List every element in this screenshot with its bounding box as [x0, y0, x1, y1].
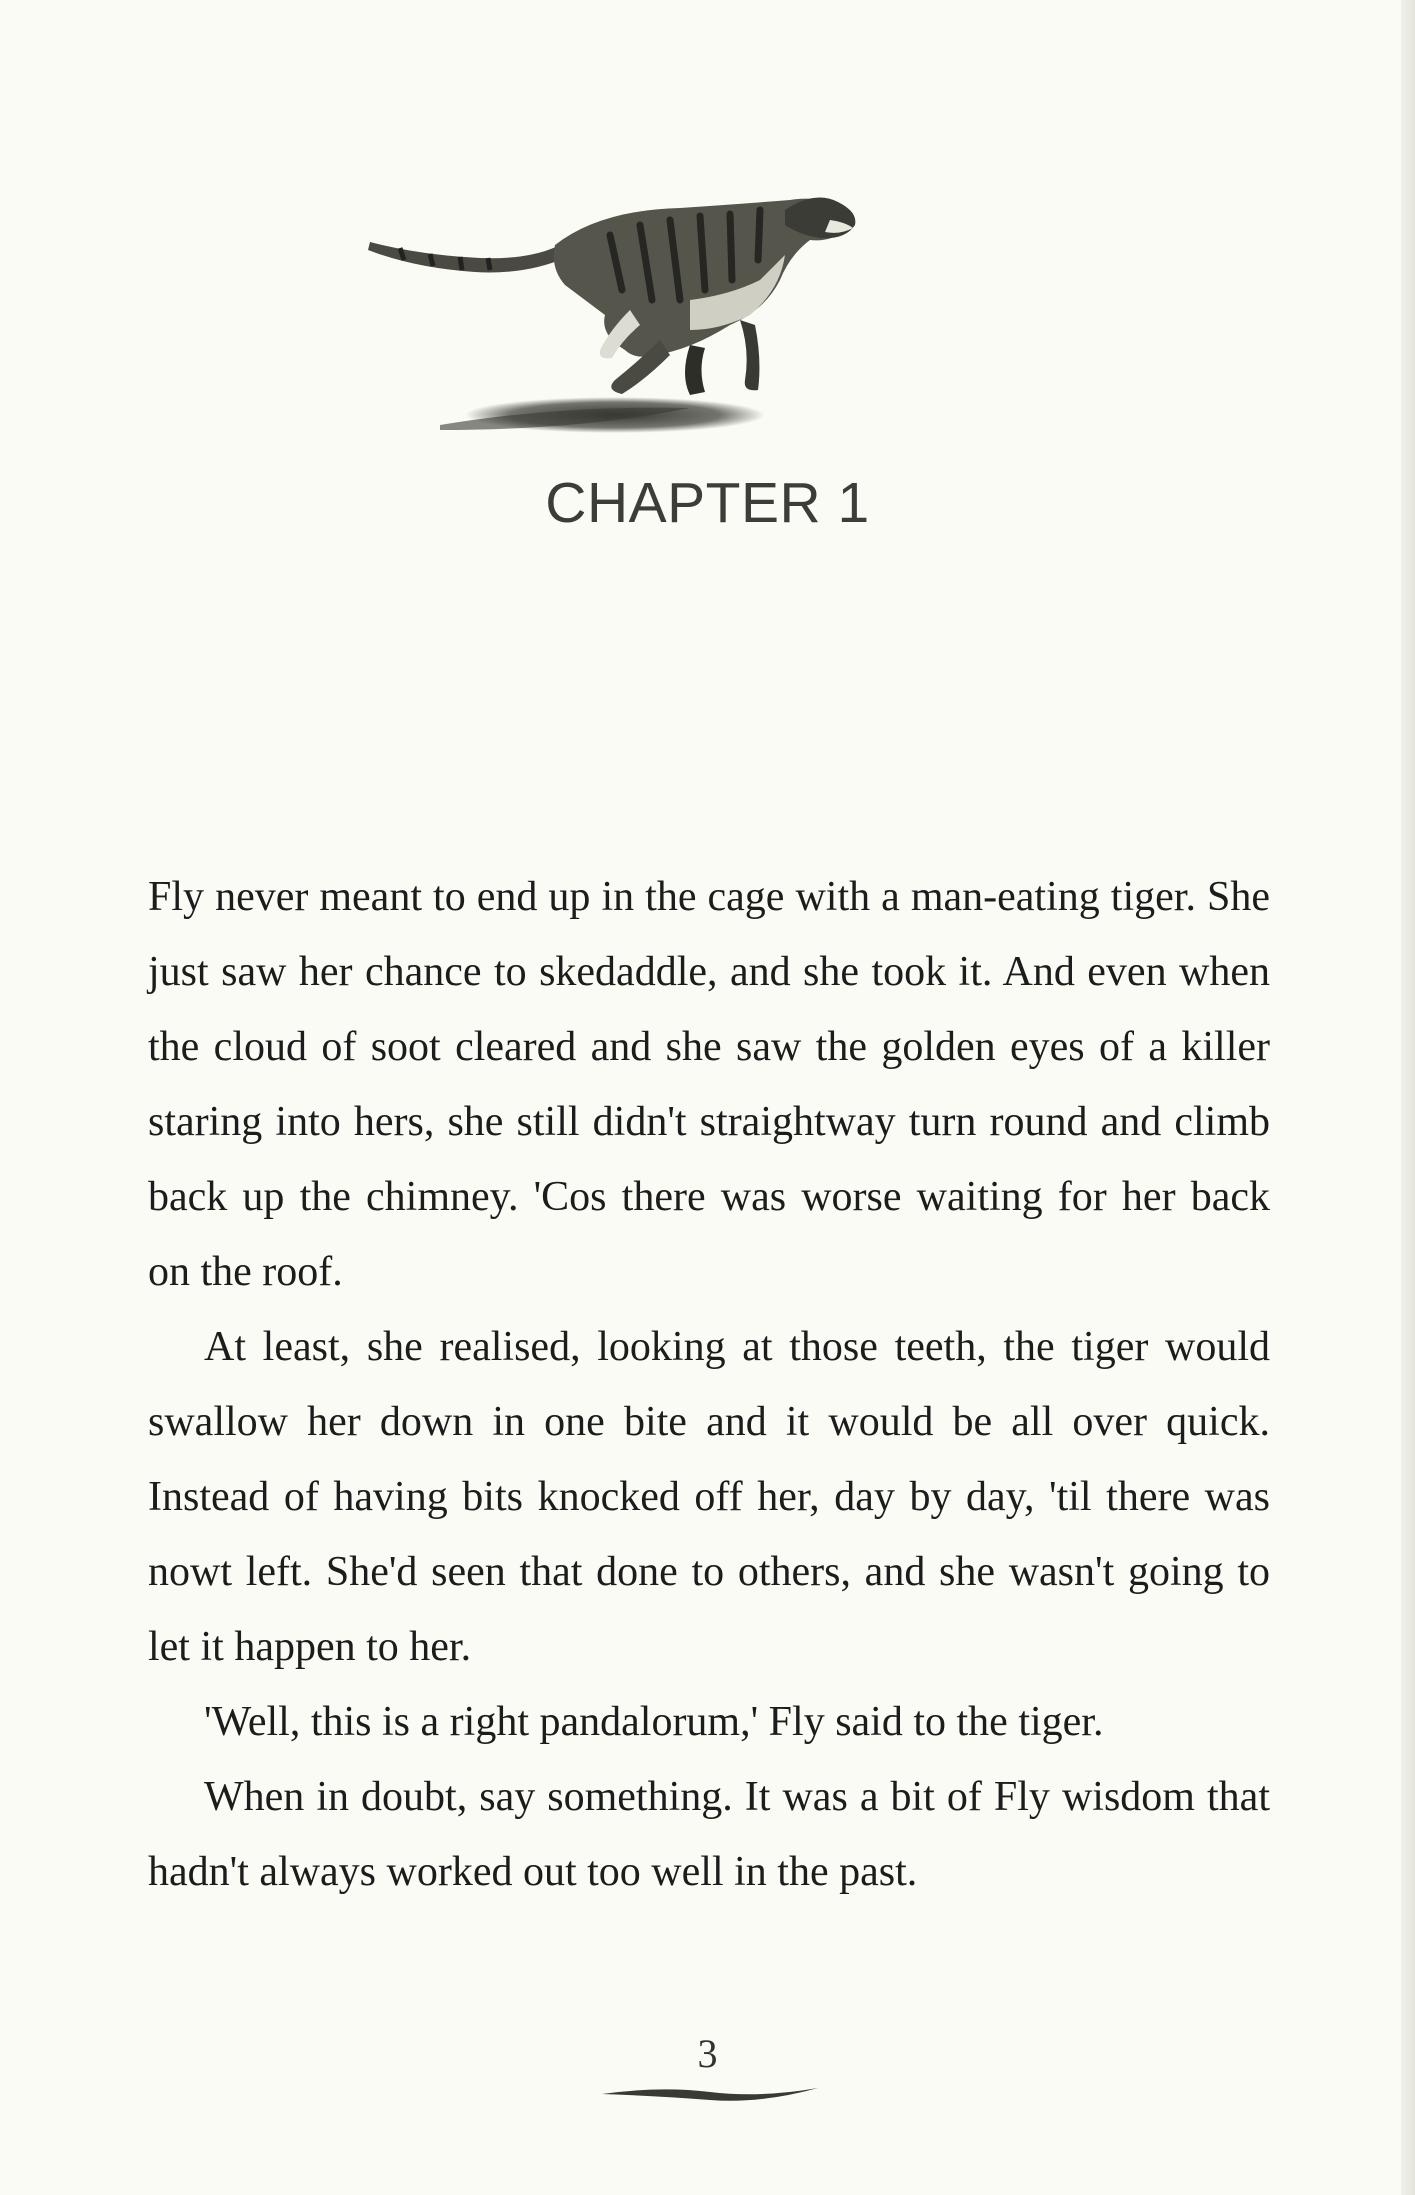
page-number: 3	[697, 2031, 718, 2076]
chapter-body	[148, 860, 1270, 1910]
paragraph: Fly never meant to end up in the cage with a man-eating tiger. She just saw her chance to skedaddle, and she took it. And even when the cloud of soot cleared and she saw the golden eyes of a killer staring into hers, she still didn't straightway turn round and climb back up the chimney. 'Cos there was worse waiting for her back on the roof.	[148, 874, 1270, 1295]
paragraph: When in doubt, say something. It was a bit of Fly wisdom that hadn't always worked out too well in the past.	[148, 1774, 1270, 1895]
chapter-title: CHAPTER 1	[545, 471, 870, 535]
running-tiger-illustration	[360, 180, 960, 480]
paragraph: 'Well, this is a right pandalorum,' Fly said to the tiger.	[204, 1699, 1104, 1745]
page-number-flourish-icon	[600, 2082, 820, 2106]
paragraph: At least, she realised, looking at those teeth, the tiger would swallow her down in one bite and it would be all over quick. Instead of having bits knocked off her, day by day, 'til there was nowt left. She'd seen that done to others, and she wasn't going to let it happen to her.	[148, 1324, 1270, 1670]
page-edge	[1401, 0, 1415, 2195]
